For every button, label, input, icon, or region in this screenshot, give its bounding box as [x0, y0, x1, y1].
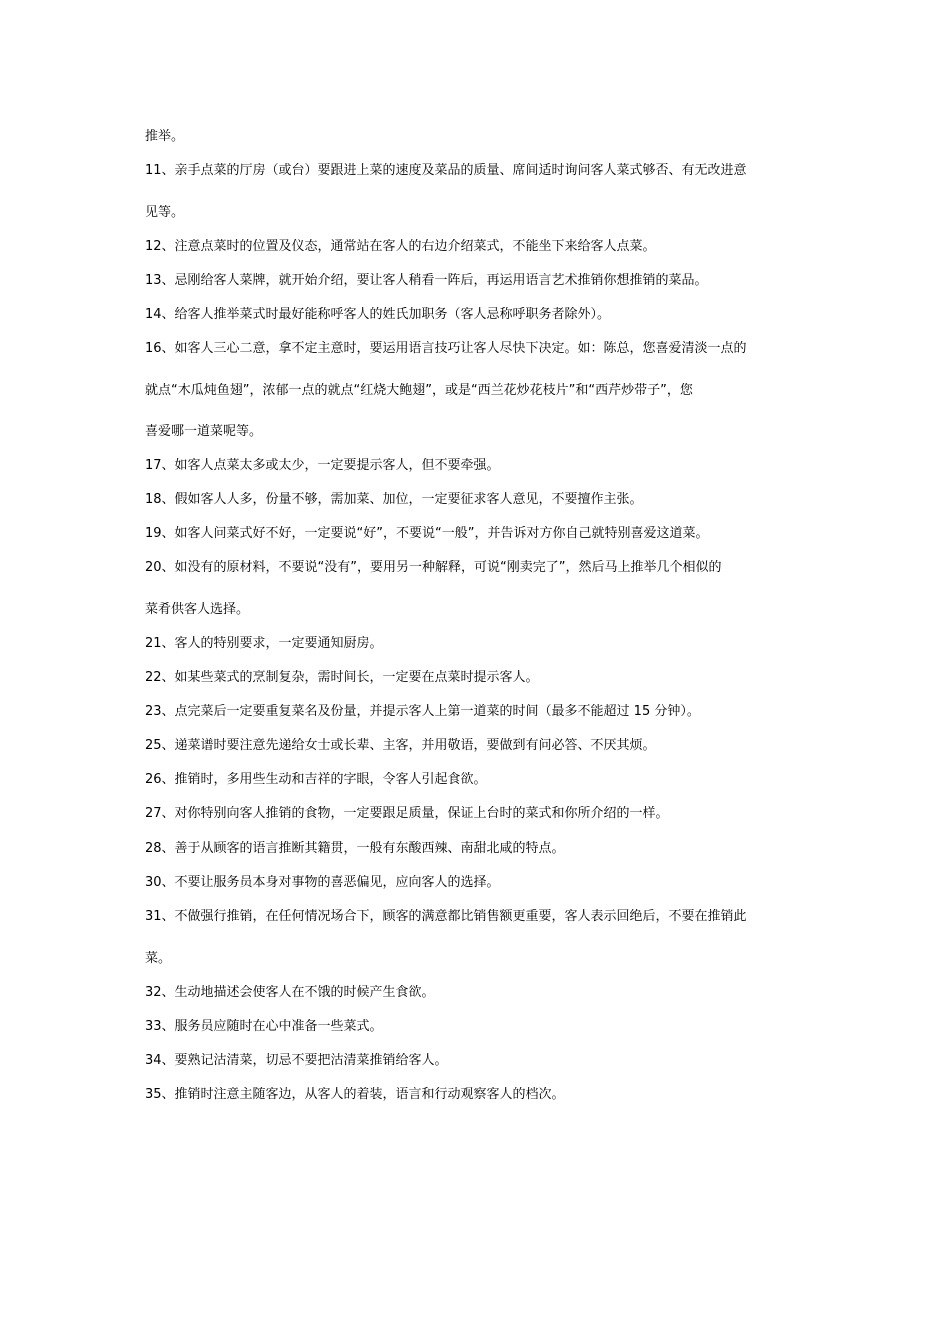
text-line: 菜。: [145, 951, 172, 966]
text-line: 25、递菜谱时要注意先递给女士或长辈、主客，并用敬语，要做到有问必答、不厌其烦。: [145, 738, 656, 753]
text-line: 32、生动地描述会使客人在不饿的时候产生食欲。: [145, 985, 435, 1000]
text-line: 13、忌刚给客人菜牌，就开始介绍，要让客人稍看一阵后，再运用语言艺术推销你想推销的菜品。: [145, 273, 708, 288]
text-line: 28、善于从顾客的语言推断其籍贯，一般有东酸西辣、南甜北咸的特点。: [145, 841, 565, 856]
text-line: 就点“木瓜炖鱼翅”，浓郁一点的就点“红烧大鲍翅”，或是“西兰花炒花枝片”和“西芹炒带子”，您: [145, 383, 693, 398]
text-line: 27、对你特别向客人推销的食物，一定要跟足质量，保证上台时的菜式和你所介绍的一样。: [145, 806, 669, 821]
text-line: 菜肴供客人选择。: [145, 602, 250, 617]
text-line: 20、如没有的原材料，不要说“没有”，要用另一种解释，可说“刚卖完了”，然后马上推举几个相似的: [145, 560, 722, 575]
text-line: 11、亲手点菜的厅房（或台）要跟进上菜的速度及菜品的质量、席间适时询问客人菜式够否、有无改进意: [145, 163, 747, 178]
text-line: 推举。: [145, 129, 185, 144]
text-line: 31、不做强行推销，在任何情况场合下，顾客的满意都比销售额更重要，客人表示回绝后，不要在推销此: [145, 909, 747, 924]
text-line: 19、如客人问菜式好不好，一定要说“好”，不要说“一般”，并告诉对方你自己就特别喜爱这道菜。: [145, 526, 709, 541]
text-line: 16、如客人三心二意，拿不定主意时，要运用语言技巧让客人尽快下决定。如：陈总，您喜爱清淡一点的: [145, 341, 747, 356]
text-line: 34、要熟记沽清菜，切忌不要把沽清菜推销给客人。: [145, 1053, 448, 1068]
text-line: 21、客人的特别要求，一定要通知厨房。: [145, 636, 383, 651]
text-line: 12、注意点菜时的位置及仪态，通常站在客人的右边介绍菜式，不能坐下来给客人点菜。: [145, 239, 656, 254]
text-line: 喜爱哪一道菜呢等。: [145, 424, 263, 439]
text-line: 见等。: [145, 205, 185, 220]
text-line: 14、给客人推举菜式时最好能称呼客人的姓氏加职务（客人忌称呼职务者除外）。: [145, 307, 611, 322]
text-line: 26、推销时，多用些生动和吉祥的字眼，令客人引起食欲。: [145, 772, 487, 787]
text-line: 33、服务员应随时在心中准备一些菜式。: [145, 1019, 383, 1034]
text-line: 22、如某些菜式的烹制复杂，需时间长，一定要在点菜时提示客人。: [145, 670, 539, 685]
text-line: 17、如客人点菜太多或太少，一定要提示客人，但不要牵强。: [145, 458, 500, 473]
text-line: 18、假如客人人多，份量不够，需加菜、加位，一定要征求客人意见，不要擅作主张。: [145, 492, 643, 507]
text-line: 30、不要让服务员本身对事物的喜恶偏见，应向客人的选择。: [145, 875, 500, 890]
text-line: 23、点完菜后一定要重复菜名及份量，并提示客人上第一道菜的时间（最多不能超过 15 分钟）。: [145, 704, 700, 719]
text-line: 35、推销时注意主随客边，从客人的着装，语言和行动观察客人的档次。: [145, 1087, 565, 1102]
